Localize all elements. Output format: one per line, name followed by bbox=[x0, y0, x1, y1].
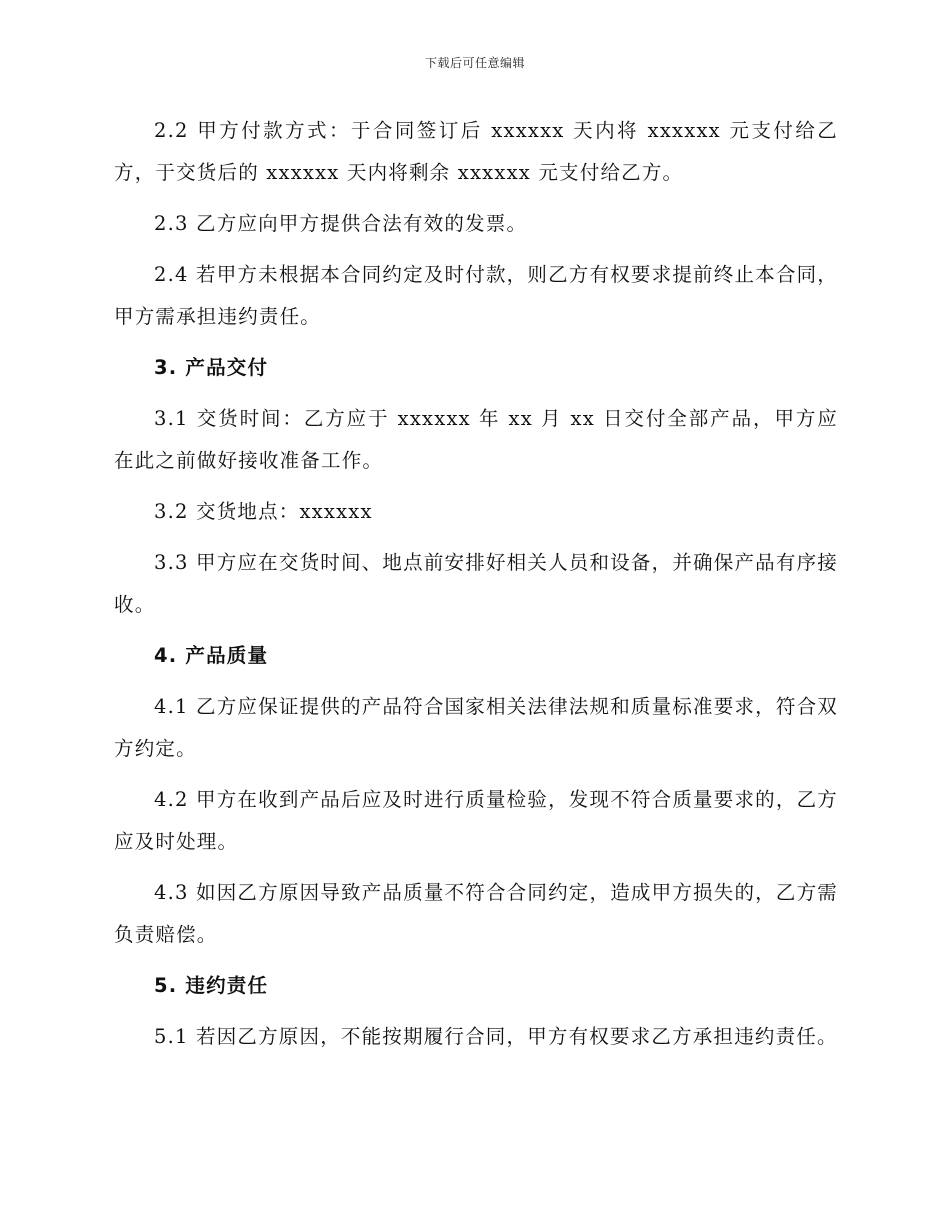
document-body bbox=[114, 110, 838, 1067]
clause-3-2: 3.2 交货地点：xxxxxx bbox=[154, 500, 373, 523]
clause-2-2: 2.2 甲方付款方式：于合同签订后 xxxxxx 天内将 xxxxxx 元支付给乙方，于交货后的 xxxxxx 天内将剩余 xxxxxx 元支付给乙方。 bbox=[114, 119, 838, 184]
page-header: 下载后可任意编辑 bbox=[424, 56, 525, 70]
section-heading-3: 3. 产品交付 bbox=[154, 356, 269, 379]
clause-5-1: 5.1 若因乙方原因，不能按期履行合同，甲方有权要求乙方承担违约责任。 bbox=[154, 1025, 838, 1048]
clause-3-1: 3.1 交货时间：乙方应于 xxxxxx 年 xx 月 xx 日交付全部产品，甲方应在此之前做好接收准备工作。 bbox=[114, 407, 838, 472]
clause-4-2: 4.2 甲方在收到产品后应及时进行质量检验，发现不符合质量要求的，乙方应及时处理。 bbox=[114, 788, 838, 853]
section-heading-4: 4. 产品质量 bbox=[154, 644, 269, 667]
clause-2-3: 2.3 乙方应向甲方提供合法有效的发票。 bbox=[154, 212, 528, 235]
section-heading-5: 5. 违约责任 bbox=[154, 974, 269, 997]
clause-4-1: 4.1 乙方应保证提供的产品符合国家相关法律法规和质量标准要求，符合双方约定。 bbox=[114, 695, 838, 760]
clause-4-3: 4.3 如因乙方原因导致产品质量不符合合同约定，造成甲方损失的，乙方需负责赔偿。 bbox=[114, 881, 838, 946]
clause-3-3: 3.3 甲方应在交货时间、地点前安排好相关人员和设备，并确保产品有序接收。 bbox=[114, 551, 838, 616]
clause-2-4: 2.4 若甲方未根据本合同约定及时付款，则乙方有权要求提前终止本合同，甲方需承担违约责任。 bbox=[114, 263, 838, 328]
